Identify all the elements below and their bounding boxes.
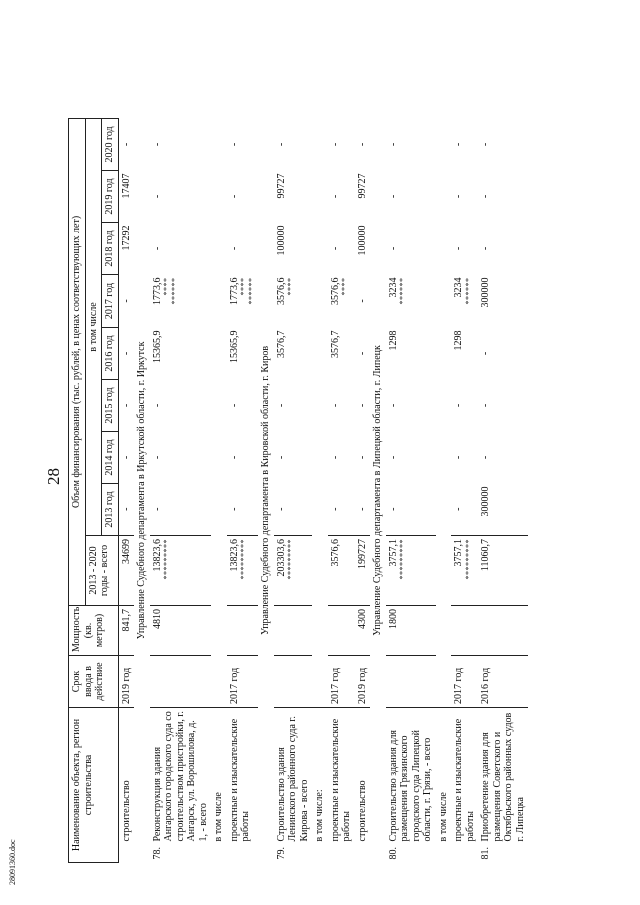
total-footnote-marks: ********* <box>286 538 295 580</box>
commissioning-term: 2019 год <box>355 655 371 707</box>
row-number <box>451 845 478 863</box>
section-title: Управление Судебного департамента в Иркутской области, г. Иркутск <box>136 341 147 640</box>
note-row <box>312 24 328 863</box>
row-number <box>118 845 134 863</box>
note-fill-end <box>211 24 227 119</box>
header-row-1 <box>69 24 86 863</box>
year-cell <box>451 118 478 170</box>
row-number <box>227 845 259 863</box>
year-value: - <box>228 246 240 251</box>
year-value: 3576,7 <box>275 330 287 358</box>
section-row <box>134 24 150 863</box>
total-footnote-marks: ********* <box>162 538 171 580</box>
year-cell <box>227 118 259 170</box>
commissioning-term: 2017 год <box>451 655 478 707</box>
year-cell <box>274 379 313 431</box>
year-cell <box>118 379 134 431</box>
table-row <box>118 24 134 863</box>
year-value: 3234 <box>453 277 464 298</box>
table-body <box>118 24 528 863</box>
year-cell <box>451 274 478 327</box>
note-label: в том числе: <box>314 789 325 842</box>
year-cell <box>118 170 134 222</box>
year-cell <box>386 379 436 431</box>
year-value: - <box>151 194 163 199</box>
row-number <box>211 845 227 863</box>
total-value: 203303,6 <box>275 538 287 577</box>
header-year-2013: 2013 год <box>102 483 119 535</box>
total-value: 13823,6 <box>228 538 240 572</box>
row-number <box>312 845 328 863</box>
year-cell <box>274 118 313 170</box>
total-cell <box>386 535 436 605</box>
year-footnote-marks: ****** <box>463 277 473 305</box>
section-title: Управление Судебного департамента в Кировской области, г. Киров <box>260 345 271 635</box>
header-year-2015: 2015 год <box>102 379 119 431</box>
year-cell <box>328 170 355 222</box>
year-cell <box>478 327 528 379</box>
total-footnote-marks: ********* <box>463 538 473 580</box>
row-number: 81. <box>480 847 491 860</box>
year-value: - <box>453 455 464 460</box>
year-cell <box>386 118 436 170</box>
year-value: - <box>453 194 464 199</box>
commissioning-term <box>150 655 212 707</box>
year-cell <box>478 170 528 222</box>
total-value: 3576,6 <box>329 538 341 567</box>
total-cell <box>118 535 134 605</box>
header-year-2018: 2018 год <box>102 222 119 274</box>
header-including: в том числе <box>85 118 102 535</box>
year-value: - <box>480 194 491 199</box>
capacity-value: 4810 <box>150 605 212 655</box>
year-value: - <box>387 507 399 511</box>
year-cell <box>118 118 134 170</box>
year-cell <box>355 170 371 222</box>
total-value: 34699 <box>120 538 132 564</box>
note-fill <box>211 118 227 707</box>
year-value: - <box>356 299 368 303</box>
year-cell <box>274 327 313 379</box>
year-cell <box>355 431 371 483</box>
total-cell <box>355 535 371 605</box>
year-cell <box>150 327 212 379</box>
capacity-value: 1800 <box>386 605 436 655</box>
year-cell <box>227 274 259 327</box>
year-value: 300000 <box>480 277 491 308</box>
year-value: - <box>329 455 341 460</box>
year-value: - <box>453 246 464 251</box>
capacity-value: 841,7 <box>118 605 134 655</box>
year-value: - <box>453 507 464 511</box>
note-row <box>211 24 227 863</box>
year-cell <box>478 274 528 327</box>
note-fill <box>312 118 328 707</box>
year-value: 1298 <box>453 330 464 351</box>
row-number <box>436 845 452 863</box>
year-cell <box>118 327 134 379</box>
page-number: 28 <box>44 468 63 485</box>
year-cell <box>227 431 259 483</box>
row-number: 79. <box>275 847 287 860</box>
header-year-2020: 2020 год <box>102 118 119 170</box>
year-value: - <box>387 403 399 408</box>
year-cell <box>478 118 528 170</box>
year-value: 3576,6 <box>329 277 341 305</box>
year-value: - <box>275 455 287 460</box>
year-cell <box>478 222 528 274</box>
year-cell <box>451 222 478 274</box>
capacity-value <box>328 605 355 655</box>
year-value: - <box>387 455 399 460</box>
year-cell <box>386 327 436 379</box>
year-cell <box>150 274 212 327</box>
table-row <box>150 24 212 863</box>
year-footnote-marks: **** <box>286 277 295 296</box>
commissioning-term: 2017 год <box>227 655 259 707</box>
year-cell <box>328 379 355 431</box>
commissioning-term: 2017 год <box>328 655 355 707</box>
note-fill <box>436 118 452 707</box>
year-value: 3576,6 <box>275 277 287 305</box>
year-value: - <box>329 246 341 251</box>
year-cell <box>150 222 212 274</box>
year-cell <box>328 274 355 327</box>
year-cell <box>328 327 355 379</box>
year-value: 300000 <box>480 486 491 517</box>
year-cell <box>227 170 259 222</box>
total-cell <box>451 535 478 605</box>
header-name: Наименование объекта, регион строительства <box>69 707 119 862</box>
year-value: - <box>120 142 132 147</box>
year-cell <box>478 431 528 483</box>
document-code: 28091360.doc <box>8 839 17 885</box>
year-value: 3234 <box>387 277 399 298</box>
row-number: 80. <box>387 847 399 860</box>
header-year-2017: 2017 год <box>102 274 119 327</box>
year-cell <box>386 483 436 535</box>
table-row <box>386 24 436 863</box>
commissioning-term: 2019 год <box>118 655 134 707</box>
year-value: - <box>120 455 132 460</box>
total-value: 11060,7 <box>480 538 491 572</box>
year-cell <box>274 431 313 483</box>
row-number <box>355 845 371 863</box>
year-cell <box>386 274 436 327</box>
note-fill-end <box>436 24 452 119</box>
year-value: - <box>329 142 341 147</box>
year-value: - <box>356 507 368 511</box>
section-row <box>370 24 386 863</box>
section-row <box>258 24 274 863</box>
object-name: Строительство здания Ленинского районного суда г. Кирова - всего <box>275 716 310 842</box>
year-value: - <box>228 507 240 511</box>
year-value: 3576,7 <box>329 330 341 358</box>
object-name: Приобретение здания для размещения Советского и Октябрьского районных судов г. Липецка <box>480 712 526 842</box>
year-value: 1773,6 <box>228 277 240 305</box>
capacity-value <box>451 605 478 655</box>
header-year-2019: 2019 год <box>102 170 119 222</box>
year-cell <box>328 222 355 274</box>
header-year-2014: 2014 год <box>102 431 119 483</box>
year-cell <box>227 483 259 535</box>
year-value: - <box>356 403 368 408</box>
year-cell <box>118 274 134 327</box>
year-cell <box>150 170 212 222</box>
year-value: - <box>480 455 491 460</box>
object-name: Строительство здания для размещения Грязинского городского суда Липецкой области, г. Грязи, - всего <box>387 730 433 842</box>
header-financing: Объем финансирования (тыс. рублей, в ценах соответствующих лет) <box>69 118 86 605</box>
year-cell <box>451 327 478 379</box>
commissioning-term: 2016 год <box>478 655 528 707</box>
year-value: - <box>387 194 399 199</box>
total-value: 3757,1 <box>387 538 399 567</box>
year-value: - <box>329 194 341 199</box>
year-value: 99727 <box>356 173 368 199</box>
year-cell <box>386 170 436 222</box>
year-footnote-marks: **** <box>340 277 349 296</box>
total-value: 13823,6 <box>151 538 163 572</box>
total-footnote-marks: ********* <box>398 538 407 580</box>
year-cell <box>355 222 371 274</box>
year-value: - <box>329 403 341 408</box>
year-cell <box>227 327 259 379</box>
header-year-2016: 2016 год <box>102 327 119 379</box>
total-cell <box>274 535 313 605</box>
note-fill-end <box>312 24 328 119</box>
year-cell <box>227 379 259 431</box>
year-value: 1773,6 <box>151 277 163 305</box>
year-footnote-marks: **** <box>162 277 171 296</box>
year-cell <box>478 483 528 535</box>
year-value: - <box>480 246 491 251</box>
capacity-value <box>478 605 528 655</box>
object-name: строительство <box>356 780 368 842</box>
year-value: - <box>453 403 464 408</box>
year-value: 100000 <box>356 225 368 256</box>
year-value: - <box>453 142 464 147</box>
table-row <box>451 24 478 863</box>
year-value: 15365,9 <box>151 330 163 363</box>
year-value: - <box>480 351 491 356</box>
year-value: - <box>151 142 163 147</box>
year-value: 100000 <box>275 225 287 256</box>
year-cell <box>478 379 528 431</box>
year-value: - <box>120 351 132 356</box>
table-row <box>328 24 355 863</box>
commissioning-term <box>386 655 436 707</box>
year-cell <box>451 170 478 222</box>
year-value: - <box>356 142 368 147</box>
object-name: проектные и изыскательские работы <box>453 718 476 842</box>
year-cell <box>150 483 212 535</box>
total-value: 199727 <box>356 538 368 569</box>
note-label: в том числе <box>213 792 224 842</box>
year-cell <box>355 118 371 170</box>
object-name: строительство <box>120 780 132 842</box>
table-row <box>274 24 313 863</box>
year-value: - <box>275 507 287 511</box>
year-value: - <box>228 403 240 408</box>
year-cell <box>328 118 355 170</box>
year-cell <box>355 274 371 327</box>
object-name: проектные и изыскательские работы <box>329 718 352 842</box>
year-cell <box>386 222 436 274</box>
year-value: - <box>387 246 399 251</box>
year-value: - <box>275 142 287 147</box>
total-cell <box>328 535 355 605</box>
year-value: 17292 <box>120 225 132 251</box>
header-total: 2013 - 2020 годы - всего <box>85 535 118 605</box>
year-cell <box>150 118 212 170</box>
year-value: - <box>228 142 240 147</box>
year-cell <box>274 222 313 274</box>
object-name: проектные и изыскательские работы <box>228 718 251 842</box>
year-cell <box>451 431 478 483</box>
year-cell <box>328 431 355 483</box>
total-value: 3757,1 <box>453 538 464 567</box>
year-value: 99727 <box>275 173 287 199</box>
year-cell <box>150 379 212 431</box>
year-value: - <box>329 507 341 511</box>
year-value: - <box>151 455 163 460</box>
year-footnote-marks-2: ****** <box>247 277 256 305</box>
capacity-value: 4300 <box>355 605 371 655</box>
year-cell <box>274 483 313 535</box>
commissioning-term <box>274 655 313 707</box>
year-value: 15365,9 <box>228 330 240 363</box>
year-cell <box>451 483 478 535</box>
year-value: - <box>387 142 399 147</box>
header-term: Срок ввода в действие <box>69 655 119 707</box>
year-value: - <box>356 455 368 460</box>
table-row <box>227 24 259 863</box>
year-value: - <box>356 351 368 356</box>
year-cell <box>150 431 212 483</box>
object-name: Реконструкция здания Ангарского городского суда со строительством пристройки, г. Ангарск, ул. Ворошилова, д. 1, - всего <box>151 711 209 842</box>
year-value: - <box>151 507 163 511</box>
note-row <box>436 24 452 863</box>
year-cell <box>328 483 355 535</box>
year-cell <box>118 431 134 483</box>
section-title: Управление Судебного департамента в Липецкой области, г. Липецк <box>372 345 383 636</box>
year-cell <box>451 379 478 431</box>
year-value: - <box>151 403 163 408</box>
year-cell <box>274 274 313 327</box>
capacity-value <box>227 605 259 655</box>
year-cell <box>355 379 371 431</box>
row-number <box>328 845 355 863</box>
year-value: - <box>120 299 132 303</box>
year-value: - <box>275 403 287 408</box>
financing-table <box>68 23 528 863</box>
year-value: 1298 <box>387 330 399 351</box>
year-footnote-marks-2: ****** <box>170 277 179 305</box>
row-number: 78. <box>151 847 163 860</box>
header-capacity: Мощность (кв. метров) <box>69 605 119 655</box>
year-value: - <box>480 142 491 147</box>
year-cell <box>118 222 134 274</box>
year-cell <box>274 170 313 222</box>
year-cell <box>355 483 371 535</box>
year-footnote-marks: ****** <box>398 277 407 305</box>
total-cell <box>227 535 259 605</box>
year-value: 17407 <box>120 173 132 199</box>
table-row <box>355 24 371 863</box>
year-value: - <box>120 403 132 408</box>
total-footnote-marks: ********* <box>239 538 248 580</box>
capacity-value <box>274 605 313 655</box>
total-cell <box>478 535 528 605</box>
year-value: - <box>120 507 132 511</box>
table-row <box>478 24 528 863</box>
year-cell <box>118 483 134 535</box>
year-value: - <box>480 403 491 408</box>
year-cell <box>386 431 436 483</box>
year-cell <box>227 222 259 274</box>
year-value: - <box>151 246 163 251</box>
year-value: - <box>228 194 240 199</box>
total-cell <box>150 535 212 605</box>
note-label: в том числе <box>437 792 449 842</box>
year-footnote-marks: **** <box>239 277 248 296</box>
year-value: - <box>228 455 240 460</box>
year-cell <box>355 327 371 379</box>
